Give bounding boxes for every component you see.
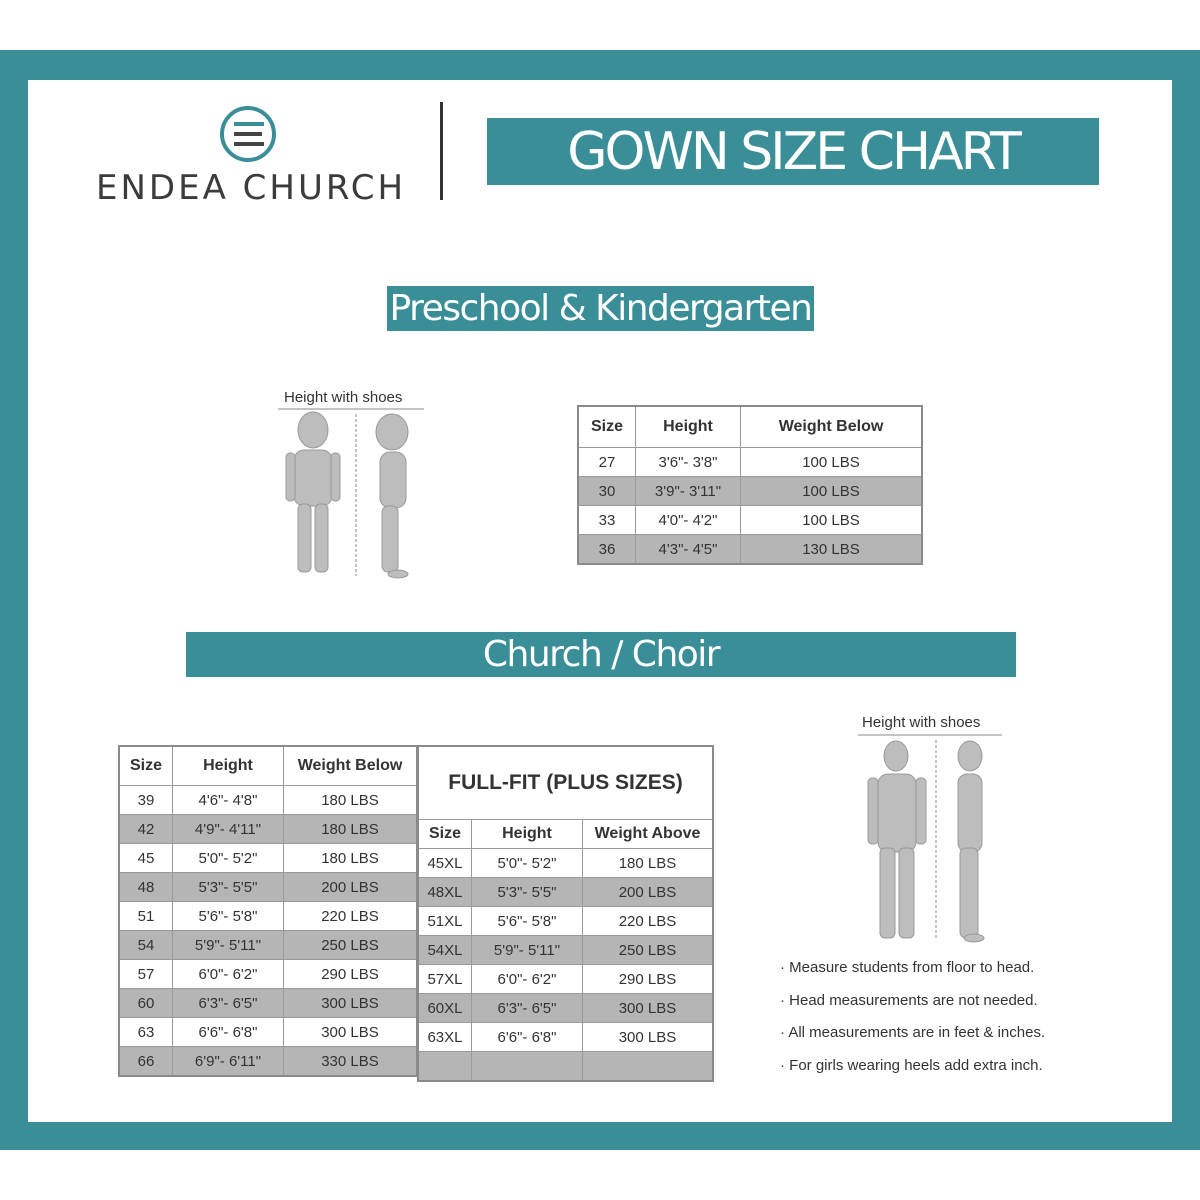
size-cell: 39 — [119, 786, 173, 815]
table-row — [578, 448, 922, 477]
height-cell: 5'9"- 5'11" — [173, 931, 284, 960]
weight-cell: 180 LBS — [284, 786, 418, 815]
plus-table-title: FULL-FIT (PLUS SIZES) — [418, 746, 713, 820]
weight-cell: 300 LBS — [583, 994, 714, 1023]
note-item: · Head measurements are not needed. — [780, 991, 1038, 1009]
weight-cell: 100 LBS — [741, 506, 923, 535]
table-row — [418, 1023, 713, 1052]
height-cell: 6'6"- 6'8" — [173, 1018, 284, 1047]
table-header-size: Size — [578, 406, 636, 448]
table-row — [418, 878, 713, 907]
title-banner — [487, 118, 1099, 185]
size-cell: 48XL — [418, 878, 472, 907]
height-cell: 6'0"- 6'2" — [173, 960, 284, 989]
size-cell: 48 — [119, 873, 173, 902]
height-cell: 6'9"- 6'11" — [173, 1047, 284, 1077]
weight-cell: 250 LBS — [583, 936, 714, 965]
weight-cell: 220 LBS — [583, 907, 714, 936]
table-row — [119, 873, 417, 902]
size-cell: 42 — [119, 815, 173, 844]
weight-cell: 250 LBS — [284, 931, 418, 960]
plus-size-table — [417, 745, 714, 1082]
child-figure-illustration — [274, 408, 434, 580]
table-row — [578, 535, 922, 565]
height-cell: 6'0"- 6'2" — [472, 965, 583, 994]
height-cell: 6'3"- 6'5" — [173, 989, 284, 1018]
preschool-size-table — [577, 405, 923, 565]
weight-cell: 300 LBS — [284, 989, 418, 1018]
brand-name: ENDEA CHURCH — [96, 168, 407, 208]
weight-cell: 300 LBS — [284, 1018, 418, 1047]
table-header-size: Size — [119, 746, 173, 786]
child-figure-label: Height with shoes — [284, 389, 403, 406]
header-divider — [440, 102, 443, 200]
size-cell: 63 — [119, 1018, 173, 1047]
table-header-weight: Weight Above — [583, 820, 714, 849]
table-row — [418, 849, 713, 878]
table-header-height: Height — [472, 820, 583, 849]
size-cell: 57 — [119, 960, 173, 989]
size-cell: 54 — [119, 931, 173, 960]
weight-cell: 300 LBS — [583, 1023, 714, 1052]
height-cell: 5'0"- 5'2" — [173, 844, 284, 873]
table-row — [119, 989, 417, 1018]
size-cell: 66 — [119, 1047, 173, 1077]
note-item: · Measure students from floor to head. — [780, 959, 1035, 976]
table-row — [119, 902, 417, 931]
table-row — [119, 960, 417, 989]
preschool-heading: Preschool & Kindergarten — [389, 288, 812, 329]
note-item: · For girls wearing heels add extra inch. — [780, 1056, 1043, 1074]
height-cell: 6'3"- 6'5" — [472, 994, 583, 1023]
size-cell: 33 — [578, 506, 636, 535]
size-cell: 57XL — [418, 965, 472, 994]
table-header-weight: Weight Below — [284, 746, 418, 786]
table-row — [119, 786, 417, 815]
height-cell: 5'0"- 5'2" — [472, 849, 583, 878]
note-item: · All measurements are in feet & inches. — [780, 1024, 1046, 1041]
height-cell: 4'9"- 4'11" — [173, 815, 284, 844]
size-cell: 45 — [119, 844, 173, 873]
weight-cell: 100 LBS — [741, 448, 923, 477]
size-cell: 36 — [578, 535, 636, 565]
table-header-height: Height — [173, 746, 284, 786]
table-row — [119, 931, 417, 960]
table-row — [418, 994, 713, 1023]
weight-cell: 100 LBS — [741, 477, 923, 506]
adult-figure-label: Height with shoes — [862, 714, 981, 731]
height-cell: 5'6"- 5'8" — [173, 902, 284, 931]
church-heading: Church / Choir — [482, 634, 720, 675]
weight-cell: 200 LBS — [284, 873, 418, 902]
church-logo-icon — [218, 104, 278, 164]
height-cell: 3'6"- 3'8" — [636, 448, 741, 477]
table-row — [418, 965, 713, 994]
weight-cell: 220 LBS — [284, 902, 418, 931]
size-cell: 30 — [578, 477, 636, 506]
measurement-notes — [780, 955, 1110, 1085]
height-cell: 5'3"- 5'5" — [173, 873, 284, 902]
weight-cell: 130 LBS — [741, 535, 923, 565]
table-header-weight: Weight Below — [741, 406, 923, 448]
height-cell: 4'0"- 4'2" — [636, 506, 741, 535]
size-cell: 51XL — [418, 907, 472, 936]
table-row-empty — [418, 1052, 713, 1082]
table-row — [119, 815, 417, 844]
church-size-table — [118, 745, 418, 1077]
size-cell: 60XL — [418, 994, 472, 1023]
weight-cell: 290 LBS — [284, 960, 418, 989]
table-row — [578, 477, 922, 506]
height-cell: 6'6"- 6'8" — [472, 1023, 583, 1052]
height-cell: 5'3"- 5'5" — [472, 878, 583, 907]
church-banner — [186, 632, 1016, 677]
table-row — [578, 506, 922, 535]
table-row — [119, 1018, 417, 1047]
height-cell: 4'6"- 4'8" — [173, 786, 284, 815]
table-row — [119, 844, 417, 873]
height-cell: 5'6"- 5'8" — [472, 907, 583, 936]
table-row — [418, 907, 713, 936]
size-cell: 63XL — [418, 1023, 472, 1052]
weight-cell: 290 LBS — [583, 965, 714, 994]
height-cell: 4'3"- 4'5" — [636, 535, 741, 565]
size-cell: 45XL — [418, 849, 472, 878]
preschool-banner — [387, 286, 814, 331]
weight-cell: 180 LBS — [284, 844, 418, 873]
size-cell: 60 — [119, 989, 173, 1018]
table-header-size: Size — [418, 820, 472, 849]
adult-figure-illustration — [852, 734, 1022, 944]
weight-cell: 180 LBS — [583, 849, 714, 878]
table-row — [418, 936, 713, 965]
table-row — [119, 1047, 417, 1077]
table-header-height: Height — [636, 406, 741, 448]
size-cell: 54XL — [418, 936, 472, 965]
height-cell: 5'9"- 5'11" — [472, 936, 583, 965]
size-cell: 51 — [119, 902, 173, 931]
weight-cell: 330 LBS — [284, 1047, 418, 1077]
size-cell: 27 — [578, 448, 636, 477]
page-title: GOWN SIZE CHART — [567, 121, 1019, 182]
weight-cell: 200 LBS — [583, 878, 714, 907]
weight-cell: 180 LBS — [284, 815, 418, 844]
height-cell: 3'9"- 3'11" — [636, 477, 741, 506]
